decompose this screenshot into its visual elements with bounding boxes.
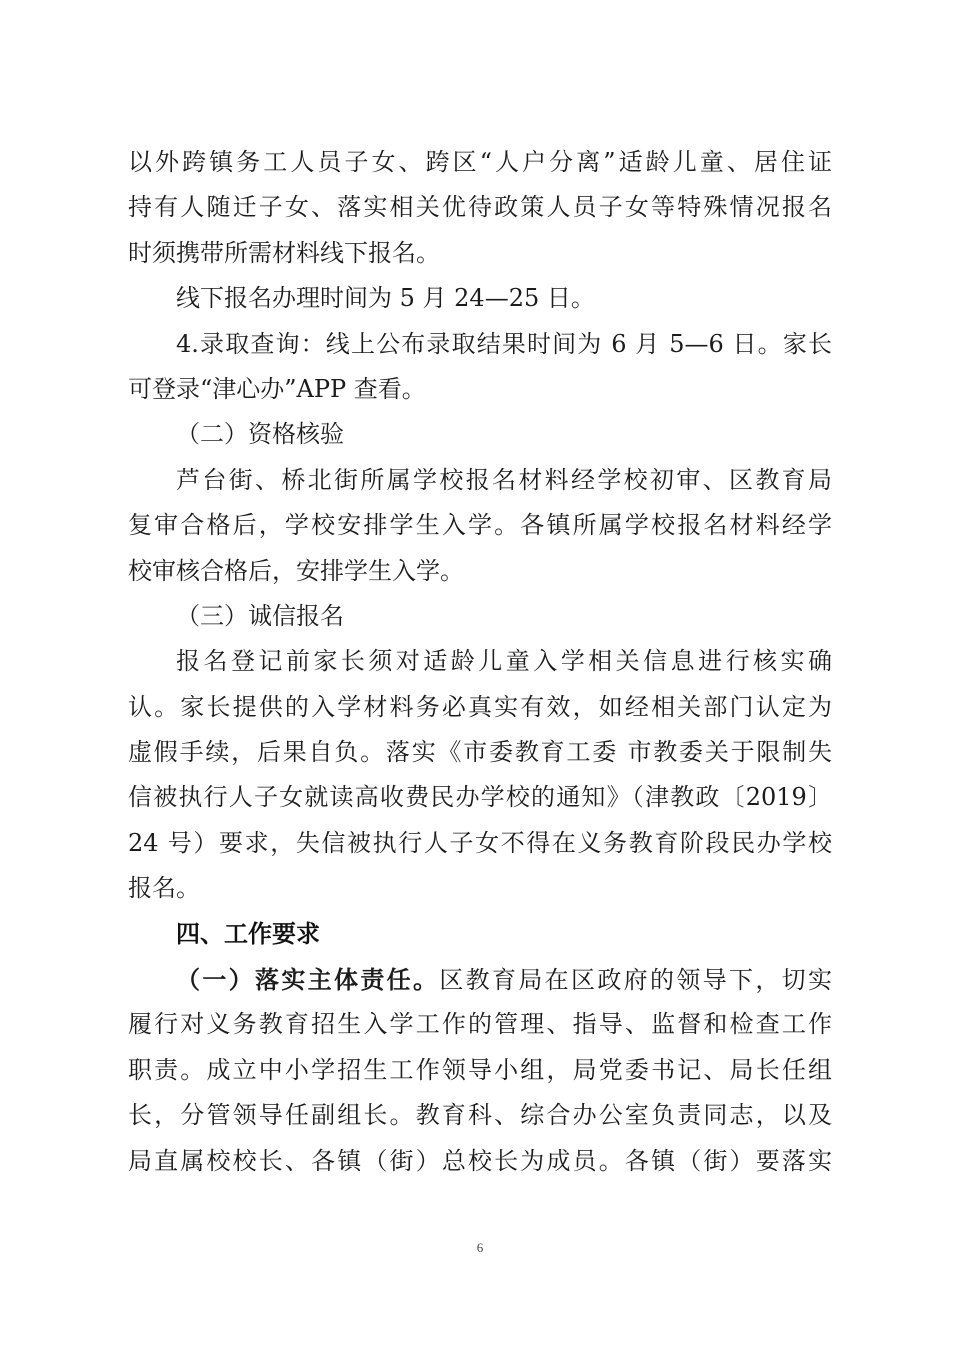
- paragraph-line: 复审合格后，学校安排学生入学。各镇所属学校报名材料经学: [128, 511, 832, 540]
- section-heading-work-requirements: 四、工作要求: [176, 919, 320, 948]
- section-heading-honest-registration: （三）诚信报名: [176, 601, 344, 630]
- paragraph-line: 芦台街、桥北街所属学校报名材料经学校初审、区教育局: [176, 465, 832, 494]
- bold-lead-phrase: （一）落实主体责任。: [176, 965, 440, 995]
- paragraph-line: 职责。成立中小学招生工作领导小组，局党委书记、局长任组: [128, 1055, 832, 1084]
- section-heading-qualification-check: （二）资格核验: [176, 420, 344, 449]
- paragraph-line: 长，分管领导任副组长。教育科、综合办公室负责同志，以及: [128, 1101, 832, 1130]
- paragraph-line: 校审核合格后，安排学生入学。: [128, 556, 464, 585]
- lead-rest: 区教育局在区政府的领导下，切实: [439, 966, 833, 995]
- paragraph-line: 24 号）要求，失信被执行人子女不得在义务教育阶段民办学校: [128, 828, 832, 857]
- page-body: [128, 140, 832, 1184]
- paragraph-line: 局直属校校长、各镇（街）总校长为成员。各镇（街）要落实: [128, 1146, 832, 1175]
- paragraph-line: 虚假手续，后果自负。落实《市委教育工委 市教委关于限制失: [128, 738, 832, 767]
- paragraph-line: 信被执行人子女就读高收费民办学校的通知》（津教政〔2019〕: [128, 783, 832, 812]
- admission-query-line: 4.录取查询：线上公布录取结果时间为 6 月 5—6 日。家长: [176, 329, 832, 358]
- paragraph-line: 以外跨镇务工人员子女、跨区“人户分离”适龄儿童、居住证: [128, 148, 832, 176]
- paragraph-line: 报名。: [128, 874, 200, 903]
- paragraph-line: 可登录“津心办”APP 查看。: [128, 374, 426, 403]
- paragraph-line: 时须携带所需材料线下报名。: [128, 238, 440, 267]
- paragraph-line: 认。家长提供的入学材料务必真实有效，如经相关部门认定为: [128, 692, 832, 721]
- paragraph-line: 履行对义务教育招生入学工作的管理、指导、监督和检查工作: [128, 1010, 832, 1039]
- paragraph-line: 持有人随迁子女、落实相关优待政策人员子女等特殊情况报名: [128, 193, 832, 222]
- paragraph-line-main-responsibility: [128, 957, 832, 1002]
- page-number: 6: [476, 1240, 484, 1255]
- paragraph-line: 报名登记前家长须对适龄儿童入学相关信息进行核实确: [176, 647, 832, 676]
- offline-registration-time: 线下报名办理时间为 5 月 24—25 日。: [176, 284, 595, 313]
